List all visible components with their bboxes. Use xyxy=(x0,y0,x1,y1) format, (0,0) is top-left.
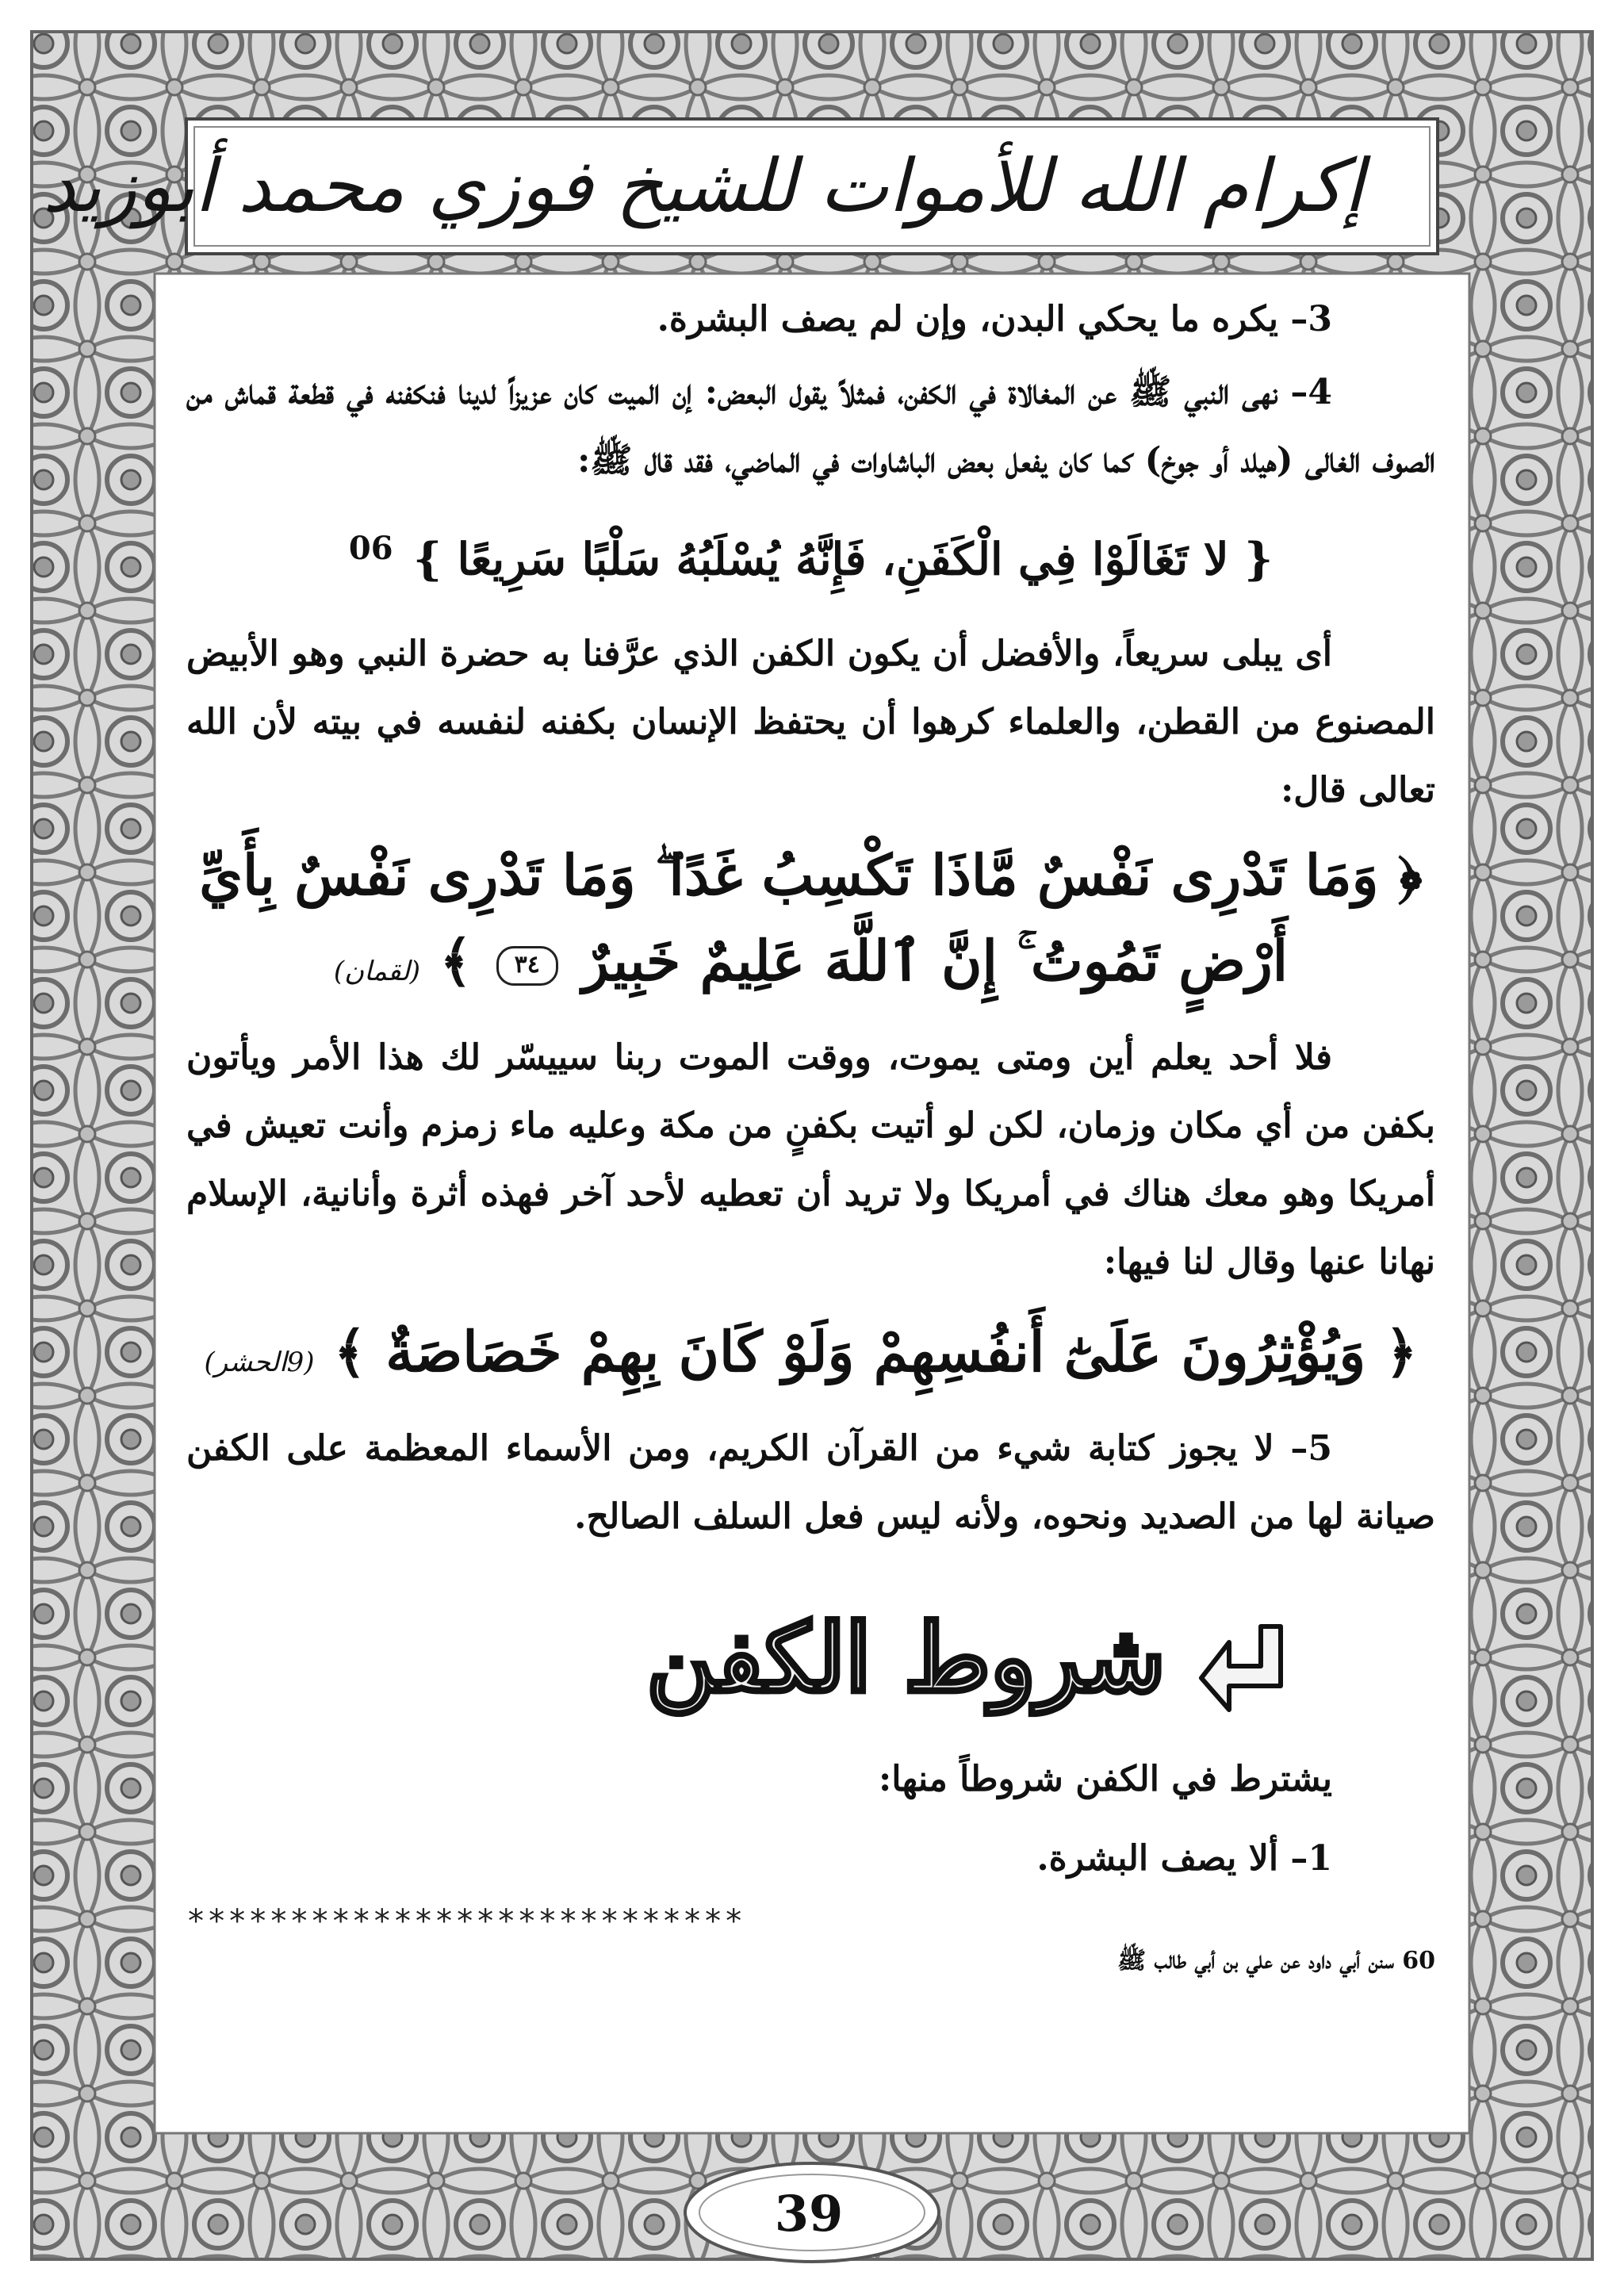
verse-text: ﴿ وَيُؤْثِرُونَ عَلَىٰٓ أَنفُسِهِمْ وَلَوْ كَانَ بِهِمْ خَصَاصَةٌ ﴾ xyxy=(333,1318,1418,1385)
item-number: 4– xyxy=(1290,372,1332,412)
list-item-5 xyxy=(186,1415,1435,1551)
verse-line-2 xyxy=(186,918,1435,1014)
item-text: لا يجوز كتابة شيء من القرآن الكريم، ومن الأسماء المعظمة على الكفن صيانة لها من الصديد ونحوه، ولأنه ليس فعل السلف الصالح. xyxy=(186,1427,1435,1537)
footnote: 60 سنن أبي داود عن علي بن أبي طالب ﷺ xyxy=(1116,1946,1435,1975)
item-number: 1– xyxy=(1290,1837,1332,1879)
list-item-4 xyxy=(186,358,1435,495)
item-text: يكره ما يحكي البدن، وإن لم يصف البشرة. xyxy=(657,299,1279,339)
condition-1 xyxy=(186,1825,1435,1893)
surah-reference: (لقمان) xyxy=(333,955,420,987)
footnote-reference: 06 xyxy=(348,530,393,567)
page-header-title: إكرام الله للأموات للشيخ فوزي محمد أبوزيد xyxy=(42,144,1364,228)
hadith-quote xyxy=(186,509,1435,600)
footnote-separator: *************************** xyxy=(186,1902,745,1940)
conditions-intro: يشترط في الكفن شروطاً منها: xyxy=(879,1758,1332,1799)
verse-line-1: ﴿ وَمَا تَدْرِى نَفْسٌ مَّاذَا تَكْسِبُ غَدًا ۖ وَمَا تَدْرِى نَفْسٌ بِأَيِّ xyxy=(199,841,1423,908)
arrow-left-icon xyxy=(1197,1619,1293,1714)
ayah-number-mark: ٣٤ xyxy=(496,946,558,986)
item-number: 3– xyxy=(1290,299,1332,339)
verse-line-2-text: أَرْضٍ تَمُوتُ ۚ إِنَّ ٱللَّهَ عَلِيمٌ خَبِيرٌ xyxy=(582,927,1289,994)
hadith-text: { لا تَغَالَوْا فِي الْكَفَنِ، فَإِنَّهُ يُسْلَبُهُ سَلْبًا سَرِيعًا } xyxy=(413,533,1274,586)
paragraph-1: أى يبلى سريعاً، والأفضل أن يكون الكفن الذي عرَّفنا به حضرة النبي وهو الأبيض المصنوع من القطن، والعلماء كرهوا أن يحتفظ الإنسان بكفنه لنفسه في بيته لأن الله تعالى قال: xyxy=(186,633,1435,810)
verse-close: ﴾ xyxy=(439,927,473,994)
list-item-3 xyxy=(186,285,1435,354)
page-number: 39 xyxy=(774,2185,844,2243)
item-number: 5– xyxy=(1290,1427,1332,1469)
page-content xyxy=(186,285,1435,2014)
section-heading xyxy=(186,1595,1435,1737)
surah-reference: (9الحشر) xyxy=(204,1346,315,1378)
quran-verse-luqman xyxy=(186,833,1435,1014)
item-text: ألا يصف البشرة. xyxy=(1036,1837,1279,1879)
quran-verse-hashr xyxy=(186,1309,1435,1405)
section-title: شروط الكفن xyxy=(646,1602,1166,1713)
paragraph-2: فلا أحد يعلم أين ومتى يموت، ووقت الموت ربنا سييسّر لك هذا الأمر ويأتون بكفن من أي مكان وزمان، لكن لو أتيت بكفنٍ من مكة وعليه ماء زمزم وأنت تعيش في أمريكا وهو معك هناك في أمريكا ولا تريد أن تعطيه لأحد آخر فهذه أثرة وأنانية، الإسلام نهانا عنها وقال لنا فيها: xyxy=(186,1036,1435,1282)
item-text: نهى النبي ﷺ عن المغالاة في الكفن، فمثلاً يقول البعض: إن الميت كان عزيزاً لدينا فنكفنه في قطعة قماش من الصوف الغالى (هيلد أو جوخ) كما كان يفعل بعض الباشاوات في الماضي، فقد قال ﷺ: xyxy=(186,372,1435,481)
